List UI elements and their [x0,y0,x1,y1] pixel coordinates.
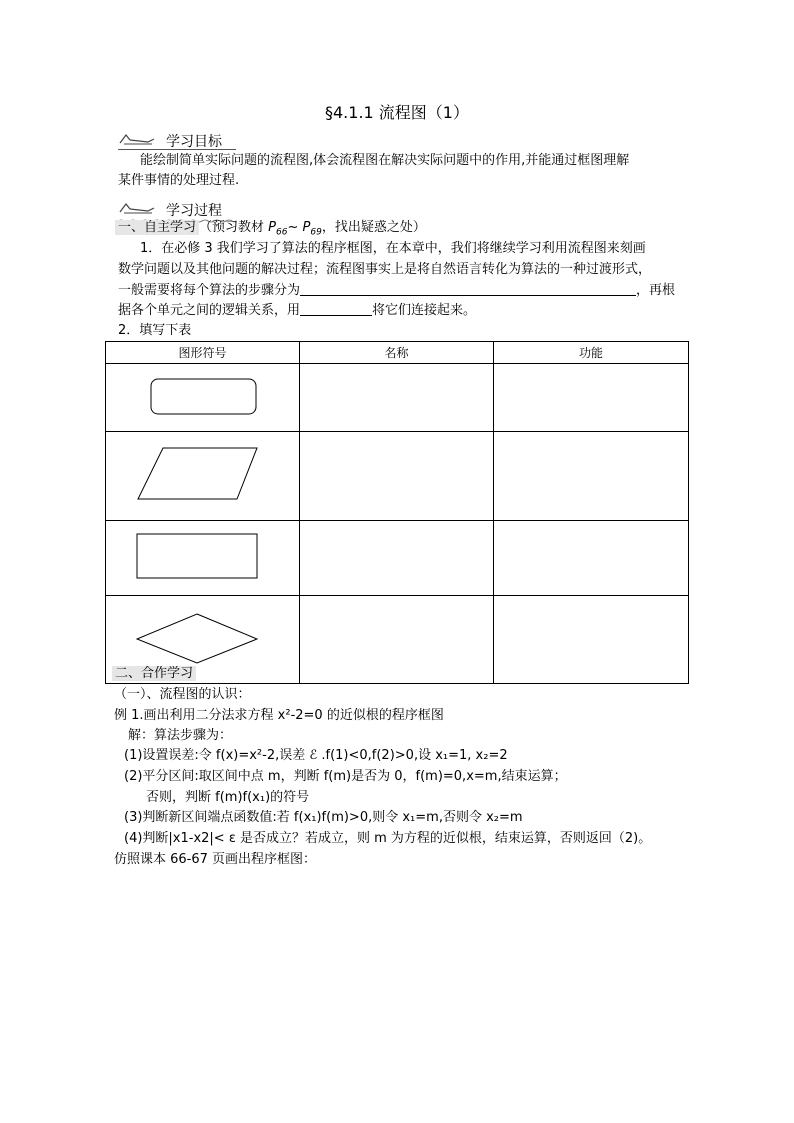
table-header-symbol: 图形符号 [106,342,300,364]
table-row [106,364,689,432]
answer-blank-steps[interactable] [300,281,636,296]
table-row [106,521,689,596]
part2-sub1: （一）、流程图的认识： [114,687,251,702]
q1-line3-post: ，再根 [636,283,676,298]
table-cell-name[interactable] [300,432,494,521]
rounded-rectangle-icon [106,364,300,427]
q1-line1: 1．在必修 3 我们学习了算法的程序框图，在本章中，我们将继续学习利用流程图来刻画 [140,241,646,256]
q1-line3-pre: 一般需要将每个算法的步骤分为 [118,283,301,298]
part2-label: 二、合作学习 [112,666,196,681]
part1-note-pre: （预习教材 [199,220,265,235]
page-ref-end: $P_{69}$ [302,220,322,238]
table-cell-function[interactable] [494,432,689,521]
q1-line4-pre: 据各个单元之间的逻辑关系，用 [118,303,301,318]
section-heading-label: 学习过程 [166,203,222,219]
objectives-text-line1: 能绘制简单实际问题的流程图,体会流程图在解决实际问题中的作用,并能通过框图理解 [140,153,630,168]
page-title: §4.1.1 流程图（1） [325,103,469,122]
rectangle-icon [106,521,300,591]
answer-blank-connector[interactable] [300,301,372,316]
example1-text: 例 1.画出利用二分法求方程 x²-2=0 的近似根的程序框图 [114,708,444,723]
table-cell-function[interactable] [494,364,689,432]
step3-text: (3)判断新区间端点函数值:若 f(x₁)f(m)>0,则令 x₁=m,否则令 x₂=m [124,810,523,825]
table-header-row [106,342,689,364]
table-cell-name[interactable] [300,596,494,684]
heading-rule [118,149,236,150]
table-cell-function[interactable] [494,596,689,684]
q1-line3 [118,281,675,301]
table-row [106,432,689,521]
table-cell-symbol [106,364,300,432]
table-cell-symbol [106,521,300,596]
table-header-name: 名称 [300,342,494,364]
table-cell-function[interactable] [494,521,689,596]
pen-icon [118,131,156,147]
table-cell-symbol [106,432,300,521]
step1-text: (1)设置误差:令 f(x)=x²-2,误差 ℰ .f(1)<0,f(2)>0,设 x₁=1, x₂=2 [124,748,508,763]
part1-label: 一、自主学习 [115,220,199,235]
part2-heading [112,664,196,684]
instruction-text: 仿照课本 66-67 页画出程序框图： [114,852,317,867]
step4-text: (4)判断|x1-x2|< ε 是否成立？若成立，则 m 为方程的近似根，结束运算，否则返回（2)。 [124,831,652,846]
solution-intro: 解：算法步骤为： [128,728,233,743]
objectives-text-line2: 某件事情的处理过程. [118,173,240,188]
table-cell-name[interactable] [300,364,494,432]
page-ref-start: $P_{66}$ [268,220,288,238]
q1-line2: 数学问题以及其他问题的解决过程；流程图事实上是将自然语言转化为算法的一种过渡形式， [118,262,652,277]
flowchart-symbol-table [105,341,689,684]
step2b-text: 否则，判断 f(m)f(x₁)的符号 [146,790,310,805]
pen-icon [118,200,156,216]
page-ref-tilde: ~ [287,220,299,235]
section-heading-objectives [118,131,236,149]
q1-line4 [118,301,476,321]
table-header-function: 功能 [494,342,689,364]
part1-note-post: ，找出疑惑之处） [321,220,426,235]
parallelogram-icon [106,432,300,516]
q1-line4-post: 将它们连接起来。 [372,303,477,318]
section-heading-process [118,200,236,218]
q2-text: 2．填写下表 [118,323,192,338]
section-heading-label: 学习目标 [166,134,222,150]
table-cell-name[interactable] [300,521,494,596]
step2-text: (2)平分区间:取区间中点 m，判断 f(m)是否为 0，f(m)=0,x=m,结束运算； [124,769,567,784]
